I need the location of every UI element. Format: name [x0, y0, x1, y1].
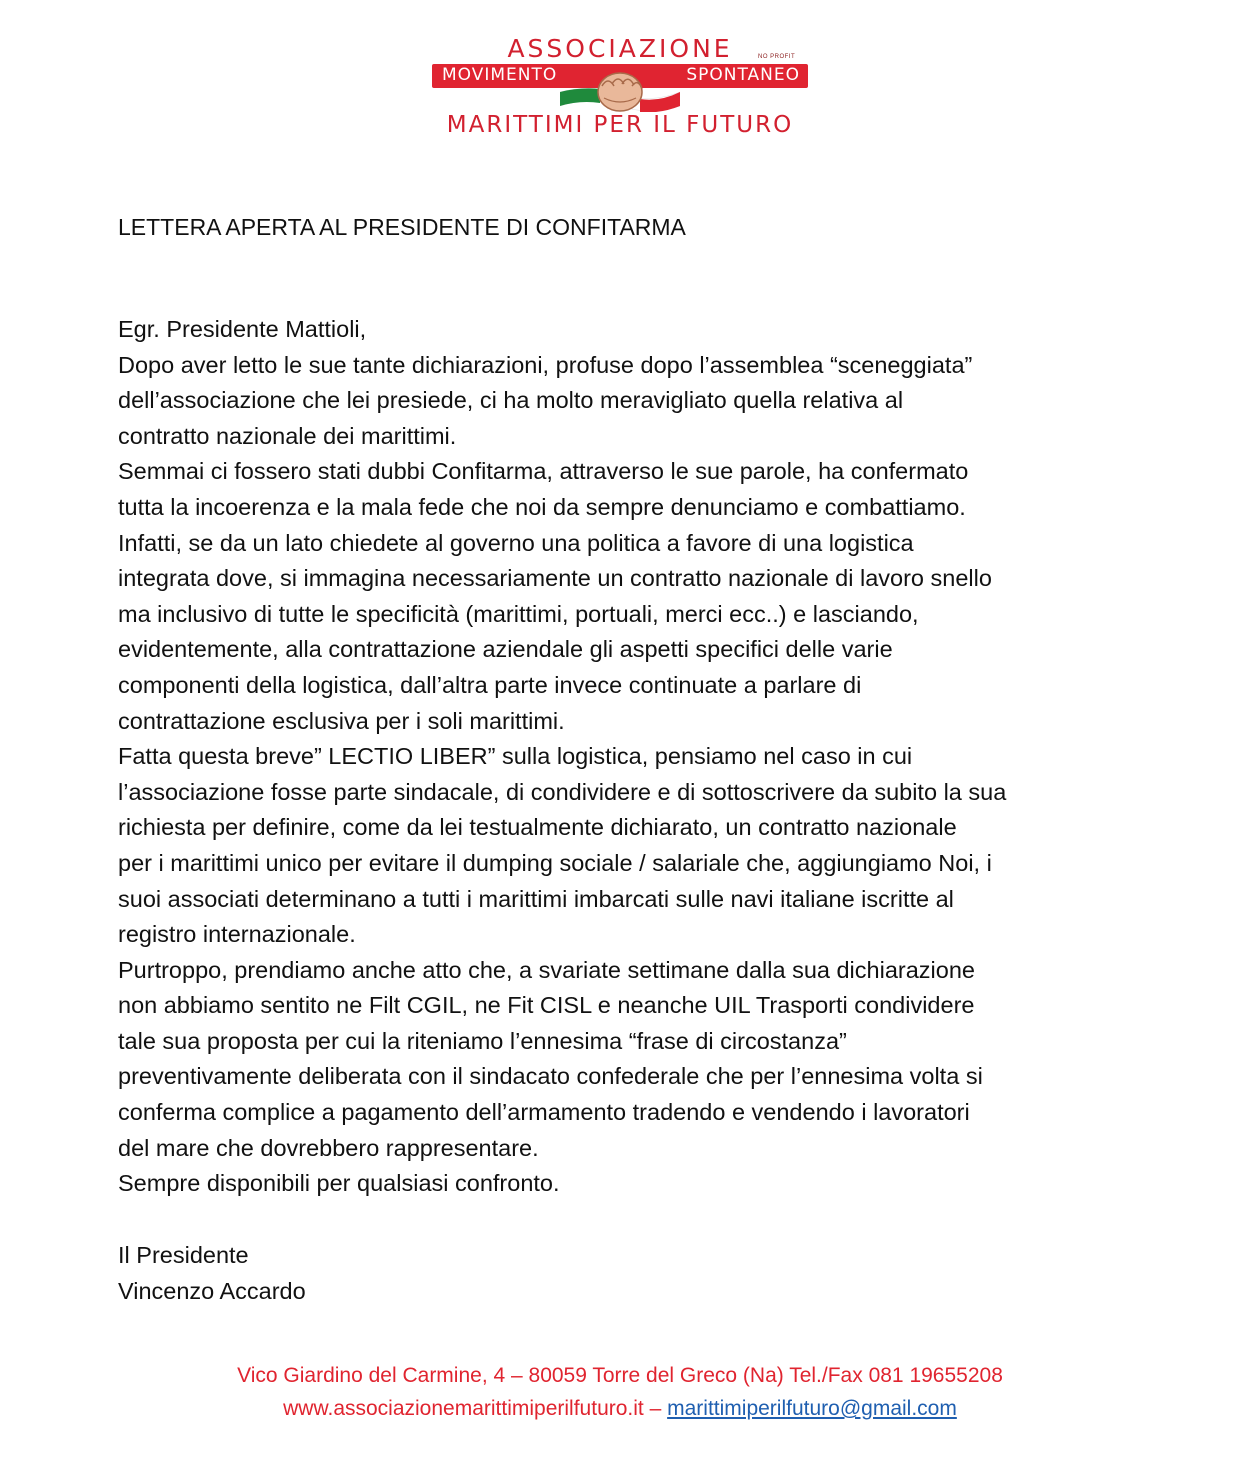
letter-line: evidentemente, alla contrattazione aziendale gli aspetti specifici delle varie: [118, 636, 893, 663]
logo-band-left-text: MOVIMENTO: [442, 65, 558, 85]
letter-line: dell’associazione che lei presiede, ci ha molto meravigliato quella relativa al: [118, 387, 904, 414]
signature-role: Il Presidente: [118, 1242, 249, 1268]
footer: [0, 1359, 1240, 1425]
signature-block: [118, 1238, 306, 1309]
logo-top-text: ASSOCIAZIONE: [507, 34, 733, 63]
letter-line: preventivamente deliberata con il sindacato confederale che per l’ennesima volta si: [118, 1063, 983, 1090]
letter-line: tutta la incoerenza e la mala fede che noi da sempre denunciamo e combattiamo.: [118, 493, 966, 520]
letter-line: Egr. Presidente Mattioli,: [118, 316, 367, 342]
letter-line: Fatta questa breve” LECTIO LIBER” sulla logistica, pensiamo nel caso in cui: [118, 743, 913, 770]
letter-line: del mare che dovrebbero rappresentare.: [118, 1134, 539, 1161]
logo-bottom-text: MARITTIMI PER IL FUTURO: [446, 112, 794, 138]
letter-line: ma inclusivo di tutte le specificità (marittimi, portuali, merci ecc..) e lasciando,: [118, 600, 919, 627]
footer-address: Vico Giardino del Carmine, 4 – 80059 Torre del Greco (Na) Tel./Fax 081 19655208: [237, 1364, 1003, 1387]
footer-contacts: [0, 1392, 1240, 1425]
letter-line: Sempre disponibili per qualsiasi confronto.: [118, 1170, 560, 1197]
footer-website[interactable]: www.associazionemarittimiperilfuturo.it: [283, 1397, 644, 1420]
letter-line: conferma complice a pagamento dell’armamento tradendo e vendendo i lavoratori: [118, 1099, 970, 1126]
letter-line: suoi associati determinano a tutti i marittimi imbarcati sulle navi italiane iscritte al: [118, 885, 954, 912]
letter-line: contratto nazionale dei marittimi.: [118, 422, 457, 449]
letter-line: registro internazionale.: [118, 921, 356, 948]
letter-line: Semmai ci fossero stati dubbi Confitarma, attraverso le sue parole, ha confermato: [118, 458, 969, 485]
letter-line: non abbiamo sentito ne Filt CGIL, ne Fit CISL e neanche UIL Trasporti condividere: [118, 992, 975, 1019]
letter-line: componenti della logistica, dall’altra parte invece continuate a parlare di: [118, 671, 862, 698]
letter-body: [118, 312, 1128, 1202]
letter-line: richiesta per definire, come da lei testualmente dichiarato, un contratto nazionale: [118, 814, 957, 841]
logo-no-profit: NO PROFIT: [758, 54, 796, 60]
letter-line: tale sua proposta per cui la riteniamo l’ennesima “frase di circostanza”: [118, 1027, 847, 1054]
letter-line: per i marittimi unico per evitare il dumping sociale / salariale che, aggiungiamo Noi, i: [118, 849, 992, 876]
letter-line: contrattazione esclusiva per i soli marittimi.: [118, 707, 565, 734]
letter-line: Infatti, se da un lato chiedete al governo una politica a favore di una logistica: [118, 529, 914, 556]
logo-band-right-text: SPONTANEO: [686, 65, 800, 85]
signature-name: Vincenzo Accardo: [118, 1277, 306, 1304]
letter-line: Purtroppo, prendiamo anche atto che, a svariate settimane dalla sua dichiarazione: [118, 956, 975, 983]
footer-email-link[interactable]: marittimiperilfuturo@gmail.com: [667, 1397, 957, 1420]
association-logo: [430, 34, 810, 146]
footer-separator: –: [643, 1397, 668, 1420]
letter-line: Dopo aver letto le sue tante dichiarazioni, profuse dopo l’assemblea “sceneggiata”: [118, 351, 973, 378]
letter-subject: LETTERA APERTA AL PRESIDENTE DI CONFITARMA: [118, 214, 686, 240]
letter-line: integrata dove, si immagina necessariamente un contratto nazionale di lavoro snello: [118, 565, 992, 592]
letter-line: l’associazione fosse parte sindacale, di condividere e di sottoscrivere da subito la sua: [118, 778, 1007, 805]
fist-icon: [590, 64, 650, 114]
